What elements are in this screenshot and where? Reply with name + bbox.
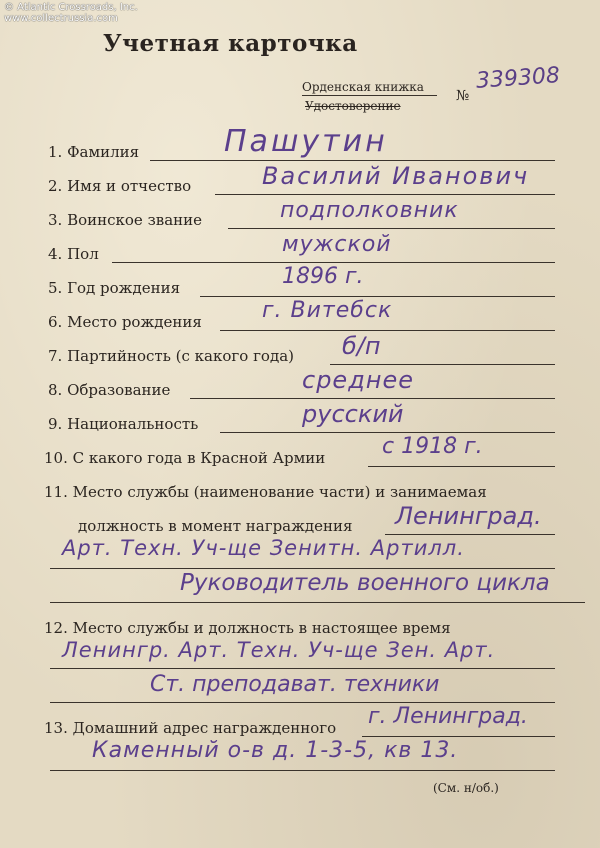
field-label-position-at-award: должность в момент награждения	[78, 517, 353, 535]
number-sign: №	[456, 88, 470, 104]
field-rule-name	[215, 194, 555, 195]
field-rule-rank	[228, 228, 555, 229]
field-label-place-of-service: 11. Место службы (наименование части) и занимаемая	[44, 483, 487, 501]
field-rule-position-2	[50, 568, 555, 569]
field-rule-position-3	[50, 602, 585, 603]
order-book-number: 339308	[475, 63, 561, 94]
see-reverse-note: (См. н/об.)	[433, 781, 499, 795]
certificate-label: Удостоверение	[305, 99, 401, 113]
field-value-sex: мужской	[282, 232, 392, 257]
field-rule-sex	[112, 262, 555, 263]
field-label-army-since: 10. С какого года в Красной Армии	[44, 449, 326, 467]
field-value-home-address-1: г. Ленинград.	[368, 704, 528, 729]
field-rule-education	[190, 398, 555, 399]
field-value-current-service-2: Ст. преподават. техники	[150, 672, 440, 697]
field-label-surname: 1. Фамилия	[48, 143, 140, 161]
field-value-surname: Пашутин	[224, 124, 388, 159]
field-value-nationality: русский	[302, 400, 404, 428]
field-value-education: среднее	[302, 366, 415, 394]
field-rule-birth-year	[200, 296, 555, 297]
field-rule-current-service-1	[50, 668, 555, 669]
order-book-rule	[302, 95, 437, 96]
watermark-line-2: www.collectrussia.com	[4, 13, 118, 24]
field-value-rank: подполковник	[280, 198, 459, 223]
field-rule-home-address-2	[50, 770, 555, 771]
field-rule-home-address-1	[362, 736, 555, 737]
field-value-birth-year: 1896 г.	[282, 264, 364, 289]
field-rule-surname	[150, 160, 555, 161]
field-rule-nationality	[220, 432, 555, 433]
field-label-nationality: 9. Национальность	[48, 415, 199, 433]
field-rule-position-1	[385, 534, 555, 535]
field-value-name: Василий Иванович	[262, 162, 530, 190]
field-rule-army-since	[368, 466, 555, 467]
field-label-education: 8. Образование	[48, 381, 171, 399]
card-title: Учетная карточка	[103, 30, 358, 57]
field-label-rank: 3. Воинское звание	[48, 211, 203, 229]
field-value-birthplace: г. Витебск	[262, 298, 393, 323]
field-label-party: 7. Партийность (с какого года)	[48, 347, 294, 365]
field-label-home-address: 13. Домашний адрес награжденного	[44, 719, 337, 737]
field-value-position-1: Ленинград.	[395, 502, 542, 530]
field-value-party: б/п	[342, 332, 381, 360]
order-book-label: Орденская книжка	[302, 80, 424, 94]
field-rule-current-service-2	[50, 702, 555, 703]
field-value-position-3: Руководитель военного цикла	[180, 570, 550, 596]
field-value-position-2: Арт. Техн. Уч-ще Зенитн. Артилл.	[62, 536, 465, 560]
field-value-army-since: с 1918 г.	[382, 434, 483, 459]
field-label-sex: 4. Пол	[48, 245, 99, 263]
field-label-name: 2. Имя и отчество	[48, 177, 192, 195]
field-label-birthplace: 6. Место рождения	[48, 313, 202, 331]
field-label-birth-year: 5. Год рождения	[48, 279, 181, 297]
field-rule-party	[330, 364, 555, 365]
watermark-line-1: © Atlantic Crossroads, Inc.	[4, 2, 138, 13]
field-value-current-service-1: Ленингр. Арт. Техн. Уч-ще Зен. Арт.	[62, 638, 496, 662]
field-rule-birthplace	[220, 330, 555, 331]
field-value-home-address-2: Каменный о-в д. 1-3-5, кв 13.	[92, 738, 459, 763]
watermark	[4, 2, 138, 24]
field-label-current-service: 12. Место службы и должность в настоящее время	[44, 619, 451, 637]
